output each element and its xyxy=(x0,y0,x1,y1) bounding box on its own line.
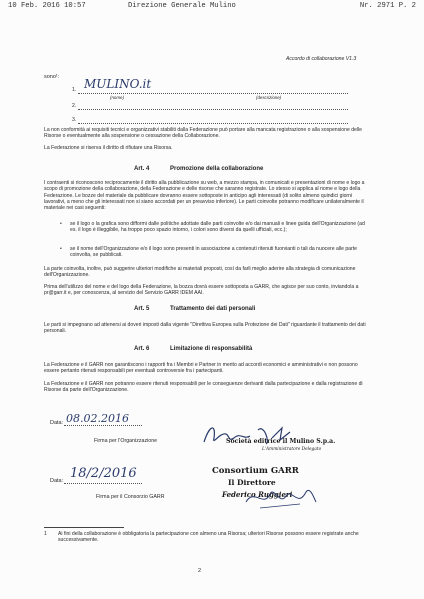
domain-line-3 xyxy=(78,123,348,124)
page-number: 2 xyxy=(198,568,202,574)
signature-label-org: Firma per l'Organizzazione xyxy=(94,438,158,444)
fax-header xyxy=(8,2,416,10)
org-stamp-line-2: L'Amministratore Delegato xyxy=(262,447,322,452)
art4-title: Promozione della collaborazione xyxy=(170,166,264,172)
domain-index-2: 2. xyxy=(72,103,77,109)
garr-signature-icon xyxy=(240,482,320,512)
art4-intro: I contraenti si riconoscono reciprocamente il diritto alla pubblicazione su web, a mezzo stampa, in comunicati e presentazioni di nome e logo a scopo di promozione della collaborazione, della Federazione e delle risorse che saranno registrate. Lo stesso si applica al nome e logo della Federazione. Le bozze del materiale da pubblicare dovranno essere sottoposte in anticipo agli interessati (di solito almeno quindici giorni lavorativi, a meno che gli interessati non si siano accordati per un preavviso inferiore). Le parti coinvolte potranno modificare unilateralmente il materiale nei casi seguenti: xyxy=(44,180,365,212)
fax-organization: Direzione Generale Mulino xyxy=(128,2,236,10)
signature-label-garr: Firma per il Consorzio GARR xyxy=(96,494,165,500)
art4-bullet-1: se il logo o la grafica sono difformi dalle politiche adottate dalle parti coinvolte e/o dai manuali e linee guida dell'Organizzazione (ad es. il logo è illeggibile, ha troppo poco spazio intorno, i colori sono diversi da quelli ufficiali, ecc.); xyxy=(70,221,365,234)
date-value-2: 18/2/2016 xyxy=(70,466,137,481)
fax-number: Nr. 2971 P. 2 xyxy=(359,2,416,10)
art5-body: Le parti si impegnano ad attenersi ai doveri imposti dalla vigente "Direttiva Europea sulla Protezione dei Dati" riguardante il trattamento dei dati personali. xyxy=(44,322,366,335)
domain-caption-desc: (descrizione) xyxy=(256,95,282,100)
date-line-2 xyxy=(64,483,142,484)
domains-label: sono¹: xyxy=(44,74,60,80)
org-stamp-line-1: Società editrice il Mulino S.p.a. xyxy=(226,438,336,445)
date-label-2: Data: xyxy=(50,478,64,484)
art4-paragraph-first-use: Prima dell'utilizzo del nome e del logo della Federazione, la bozza dovrà essere sottoposta a GARR, che agisce per suo conto, inviandola a pr@garr.it e, per conoscenza, al servizio del Servizio GARR IDEM AAI. xyxy=(44,284,359,297)
art6-number: Art. 6 xyxy=(134,346,150,352)
bullet-2-mark: • xyxy=(60,246,62,252)
domain-handwritten-1: MULINO.it xyxy=(84,77,152,91)
date-line-1 xyxy=(64,425,142,426)
garr-stamp-line-3: Federico Ruggieri xyxy=(222,490,293,499)
agreement-version: Accordo di collaborazione V1.3 xyxy=(286,56,357,62)
date-value-1: 08.02.2016 xyxy=(66,412,129,425)
fax-date: 10 Feb. 2016 10:57 xyxy=(8,2,86,10)
art6-title: Limitazione di responsabilità xyxy=(170,346,253,352)
garr-stamp-line-2: Il Direttore xyxy=(228,478,276,487)
domain-index-1: 1. xyxy=(72,87,77,93)
art4-bullet-2: se il nome dell'Organizzazione e/o il logo sono presenti in associazione a contenuti ritenuti fuorvianti o tali da nuocere alle parte coinvolta, se pubblicati. xyxy=(70,246,357,259)
domain-index-3: 3. xyxy=(72,117,77,123)
footnote-text: Ai fini della collaborazione è obbligatoria la partecipazione con almeno una Risorsa; ulteriori Risorse possono essere registrate anche successivamente. xyxy=(58,531,359,544)
footnote-marker: 1 xyxy=(44,531,47,537)
footnote-rule xyxy=(44,527,124,528)
date-label-1: Data: xyxy=(50,420,64,426)
art5-number: Art. 5 xyxy=(134,306,150,312)
garr-stamp-line-1: Consortium GARR xyxy=(212,466,299,476)
art6-body-1: La Federazione e il GARR non garantiscono i rapporti fra i Membri e Partner in merito ad accordi economici e amministrativi e non possono essere pertanto ritenuti responsabili per eventuali controversie fra i partecipanti. xyxy=(44,362,358,375)
domain-line-1 xyxy=(78,93,348,94)
art4-paragraph-strategy: La parte coinvolta, inoltre, può suggerire ulteriori modifiche ai materiali proposti, così da farli meglio aderire alla strategia di comunicazione dell'Organizzazione. xyxy=(44,266,356,279)
domain-line-2 xyxy=(78,109,348,110)
domain-caption-name: (nome) xyxy=(110,95,124,100)
org-signature-icon xyxy=(200,420,310,450)
paragraph-refuse: La Federazione si riserva il diritto di rifiutare una Risorsa. xyxy=(44,145,173,151)
art6-body-2: La Federazione e il GARR non potranno essere ritenuti responsabili per le conseguenze derivanti dalla partecipazione e dalla registrazione di Risorse da parte dell'Organizzazione. xyxy=(44,381,363,394)
art5-title: Trattamento dei dati personali xyxy=(170,306,256,312)
bullet-1-mark: • xyxy=(60,221,62,227)
paragraph-nonconformity: La non conformità ai requisiti tecnici e organizzativi stabiliti dalla Federazione può portare alla mancata registrazione o alla sospensione delle Risorse o eventualmente alla sospensione o cessazione della Collaborazione. xyxy=(44,127,362,140)
art4-number: Art. 4 xyxy=(134,166,150,172)
